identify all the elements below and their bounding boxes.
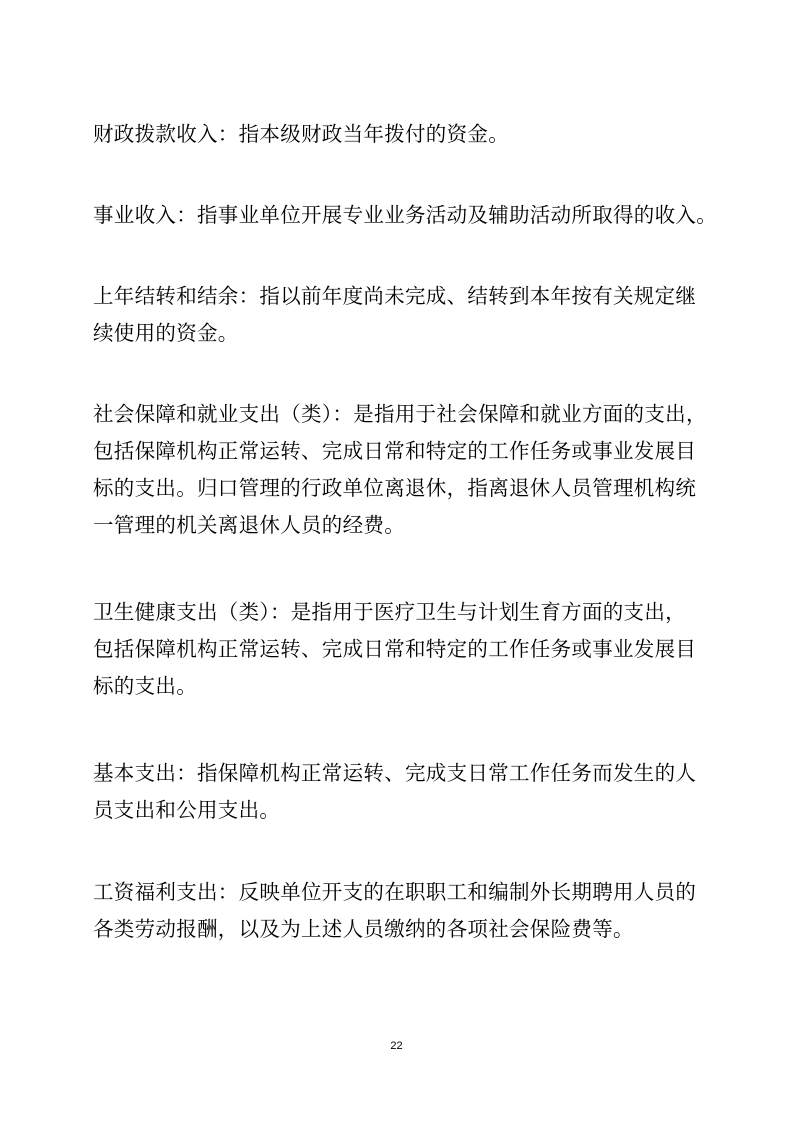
paragraph-salary-welfare-expenditure xyxy=(93,874,713,948)
paragraph-prior-year-carryover xyxy=(93,278,713,352)
paragraph-social-security-employment xyxy=(93,396,713,544)
paragraph-line: 事业收入：指事业单位开展专业业务活动及辅助活动所取得的收入。 xyxy=(93,203,717,227)
paragraph-line: 续使用的资金。 xyxy=(93,321,239,345)
paragraph-line: 各类劳动报酬，以及为上述人员缴纳的各项社会保险费等。 xyxy=(93,917,634,941)
paragraph-line: 包括保障机构正常运转、完成日常和特定的工作任务或事业发展目 xyxy=(93,439,697,463)
paragraph-line: 上年结转和结余：指以前年度尚未完成、结转到本年按有关规定继 xyxy=(93,284,697,308)
page-number: 22 xyxy=(390,1040,403,1052)
paragraph-line: 财政拨款收入：指本级财政当年拨付的资金。 xyxy=(93,122,509,146)
paragraph-line: 社会保障和就业支出（类）：是指用于社会保障和就业方面的支出， xyxy=(93,402,707,426)
paragraph-line: 标的支出。 xyxy=(93,674,197,698)
paragraph-basic-expenditure xyxy=(93,755,713,829)
paragraph-line: 员支出和公用支出。 xyxy=(93,798,281,822)
paragraph-business-income xyxy=(93,197,717,234)
paragraph-line: 卫生健康支出（类）：是指用于医疗卫生与计划生育方面的支出， xyxy=(93,600,686,624)
paragraph-line: 包括保障机构正常运转、完成日常和特定的工作任务或事业发展目 xyxy=(93,637,697,661)
paragraph-line: 标的支出。归口管理的行政单位离退休，指离退休人员管理机构统 xyxy=(93,476,697,500)
paragraph-line: 基本支出：指保障机构正常运转、完成支日常工作任务而发生的人 xyxy=(93,761,697,785)
paragraph-health-expenditure xyxy=(93,594,713,705)
paragraph-fiscal-appropriation-income xyxy=(93,116,713,153)
paragraph-line: 一管理的机关离退休人员的经费。 xyxy=(93,513,405,537)
paragraph-line: 工资福利支出：反映单位开支的在职职工和编制外长期聘用人员的 xyxy=(93,880,697,904)
